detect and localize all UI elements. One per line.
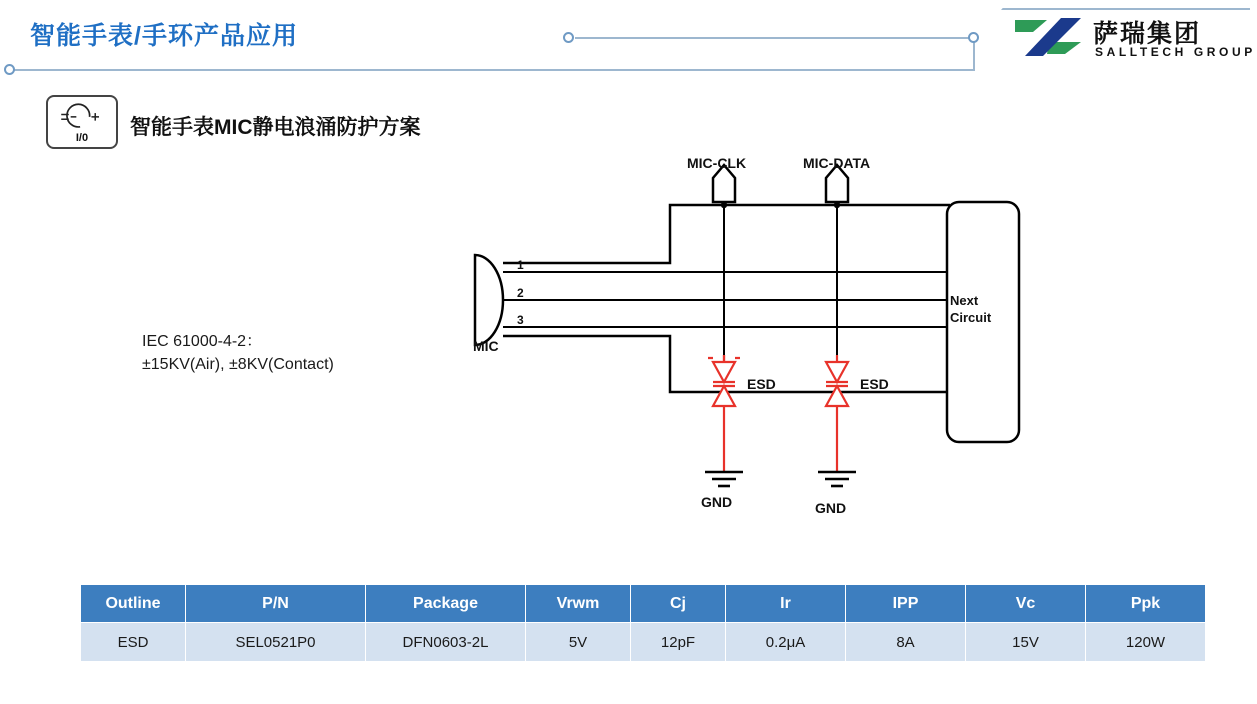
header-rule-bottom — [10, 69, 975, 71]
esd-label-1: ESD — [747, 376, 776, 392]
table-cell: 12pF — [631, 623, 726, 662]
table-header-cell: Cj — [631, 585, 726, 623]
header-rule-upper — [1010, 8, 1250, 10]
pin-number-2: 2 — [517, 286, 524, 300]
section-title: 智能手表MIC静电浪涌防护方案 — [130, 116, 421, 139]
io-badge-icon — [46, 95, 118, 149]
next-circuit-line2: Circuit — [950, 310, 992, 325]
table-header-cell: P/N — [186, 585, 366, 623]
signal-label-mic-data: MIC-DATA — [803, 155, 871, 171]
decorative-node-icon — [968, 32, 979, 43]
logo-text-en: SALLTECH GROUP — [1095, 45, 1256, 59]
table-header-cell: Vrwm — [526, 585, 631, 623]
iec-standard-note — [142, 330, 334, 376]
table-cell: DFN0603-2L — [366, 623, 526, 662]
company-logo — [1013, 12, 1256, 68]
pin-number-3: 3 — [517, 313, 524, 327]
pin-number-1: 1 — [517, 258, 524, 272]
gnd-label-1: GND — [701, 494, 733, 510]
table-cell: ESD — [81, 623, 186, 662]
table-row — [81, 623, 1206, 662]
table-cell: 120W — [1086, 623, 1206, 662]
iec-note-line2: ±15KV(Air), ±8KV(Contact) — [142, 356, 334, 373]
iec-note-line1: IEC 61000-4-2： — [142, 333, 263, 350]
next-circuit-line1: Next — [950, 293, 979, 308]
schematic-drawing — [455, 150, 1055, 540]
decorative-node-icon — [4, 64, 15, 75]
table-header-row — [81, 585, 1206, 623]
table-header-cell: Ir — [726, 585, 846, 623]
table-header-cell: Package — [366, 585, 526, 623]
gnd-label-2: GND — [815, 500, 847, 516]
table-cell: SEL0521P0 — [186, 623, 366, 662]
table-header-cell: IPP — [846, 585, 966, 623]
table-cell: 5V — [526, 623, 631, 662]
next-circuit-label — [950, 292, 991, 326]
table-cell: 15V — [966, 623, 1086, 662]
table-cell: 0.2μA — [726, 623, 846, 662]
spec-table — [80, 584, 1206, 662]
circuit-schematic — [455, 150, 1055, 540]
decorative-node-icon — [563, 32, 574, 43]
io-badge-label: I/0 — [75, 132, 89, 144]
mic-label: MIC — [473, 338, 499, 354]
table-header-cell: Outline — [81, 585, 186, 623]
table-header-cell: Vc — [966, 585, 1086, 623]
esd-label-2: ESD — [860, 376, 889, 392]
salltech-logo-icon — [1013, 16, 1083, 58]
table-header-cell: Ppk — [1086, 585, 1206, 623]
table-cell: 8A — [846, 623, 966, 662]
page-title: 智能手表/手环产品应用 — [30, 22, 298, 50]
signal-label-mic-clk: MIC-CLK — [687, 155, 747, 171]
logo-text-cn: 萨瑞集团 — [1093, 20, 1202, 48]
header-rule-top — [575, 37, 975, 39]
